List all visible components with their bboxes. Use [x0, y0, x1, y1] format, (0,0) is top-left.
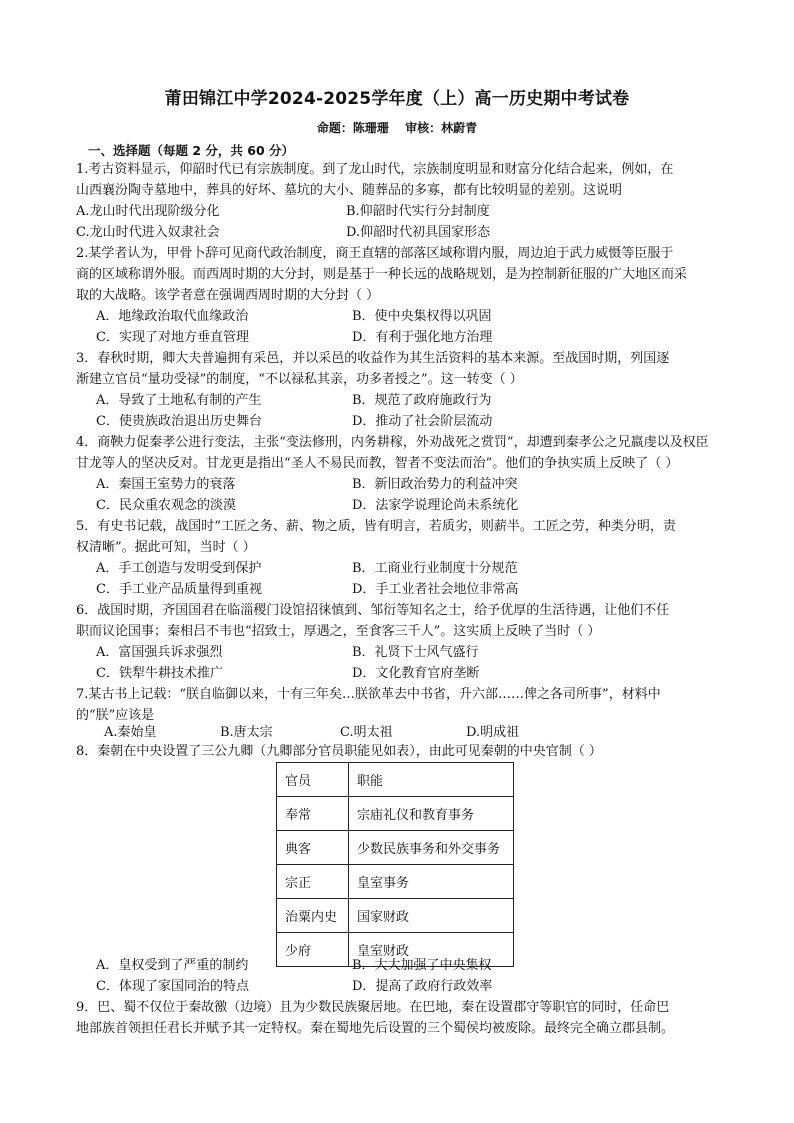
question-3-line-1: 3．春秋时期，卿大夫普遍拥有采邑，并以采邑的收益作为其生活资料的基本来源。至战国时期，列国逐 — [76, 351, 670, 366]
section-heading: 一、选择题（每题 2 分，共 60 分） — [88, 143, 295, 158]
question-7-option-d: D.明成祖 — [466, 725, 520, 740]
question-2-option-b: B．使中央集权得以巩固 — [352, 309, 492, 324]
question-1-option-c: C.龙山时代进入奴隶社会 — [76, 225, 220, 240]
question-5-option-a: A．手工创造与发明受到保护 — [96, 561, 262, 576]
question-4-line-2: 甘龙等人的坚决反对。甘龙更是指出“圣人不易民而教，智者不变法而治”。他们的争执实质上反映了（ ） — [76, 456, 679, 471]
question-8-option-c: C．体现了家国同治的特点 — [96, 979, 249, 994]
table-row — [277, 797, 514, 831]
question-4-option-d: D．法家学说理论尚未系统化 — [352, 498, 519, 513]
table-row — [277, 831, 514, 865]
table-cell: 宗庙礼仪和教育事务 — [349, 797, 514, 831]
question-2-option-a: A．地缘政治取代血缘政治 — [96, 309, 249, 324]
question-5-line-1: 5．有史书记载，战国时“工匠之务、薪、物之质，皆有明言，若质劣，则薪半。工匠之劳，种类分明，责 — [76, 519, 676, 534]
question-6-line-1: 6．战国时期，齐国国君在临淄稷门设馆招徕慎到、邹衍等知名之士，给予优厚的生活待遇，让他们不任 — [76, 603, 670, 618]
question-1-option-b: B.仰韶时代实行分封制度 — [346, 204, 490, 219]
question-8-option-b: B．大大加强了中央集权 — [352, 958, 492, 973]
author-line — [0, 119, 794, 136]
question-7-line-2: 的“朕”应该是 — [76, 708, 155, 723]
question-8-line-1: 8．秦朝在中央设置了三公九卿（九卿部分官员职能见如表），由此可见秦朝的中央官制（ ） — [76, 744, 602, 759]
question-1-line-1: 1.考古资料显示，仰韶时代已有宗族制度。到了龙山时代，宗族制度明显和财富分化结合起来，例如，在 — [76, 162, 674, 177]
question-3-option-b: B．规范了政府施政行为 — [352, 393, 492, 408]
question-3-line-2: 渐建立官员“量功受禄”的制度，“不以禄私其亲，功多者授之”。这一转变（ ） — [76, 372, 523, 387]
question-8-option-d: D．提高了政府行政效率 — [352, 979, 493, 994]
question-6-option-c: C．铁犁牛耕技术推广 — [96, 666, 223, 681]
question-6-option-b: B．礼贤下士风气盛行 — [352, 645, 479, 660]
table-header-row — [277, 763, 514, 797]
question-1-option-a: A.龙山时代出现阶级分化 — [76, 204, 220, 219]
question-5-line-2: 权清晰”。据此可知，当时（ ） — [76, 540, 256, 555]
question-6-option-d: D．文化教育官府垄断 — [352, 666, 480, 681]
table-cell: 少数民族事务和外交事务 — [349, 831, 514, 865]
question-4-option-c: C．民众重农观念的淡漠 — [96, 498, 236, 513]
question-7-option-a: A.秦始皇 — [104, 725, 157, 740]
question-5-option-b: B．工商业行业制度十分规范 — [352, 561, 518, 576]
question-8-option-a: A．皇权受到了严重的制约 — [96, 958, 249, 973]
table-cell: 皇室事务 — [349, 865, 514, 899]
question-1-line-2: 山西襄汾陶寺墓地中，葬具的好坏、墓坑的大小、随葬品的多寡，都有比较明显的差别。这说明 — [76, 183, 623, 198]
question-7-option-b: B.唐太宗 — [220, 725, 273, 740]
question-7-option-c: C.明太祖 — [340, 725, 393, 740]
table-cell: 奉常 — [277, 797, 349, 831]
question-7-line-1: 7.某古书上记载：“朕自临御以来，十有三年矣…朕欲革去中书省，升六部……俾之各司所事”，材料中 — [76, 687, 661, 702]
table-cell: 典客 — [277, 831, 349, 865]
question-5-option-c: C．手工业产品质量得到重视 — [96, 582, 262, 597]
setter-name: 命题：陈珊珊 — [316, 121, 389, 135]
table-cell: 国家财政 — [349, 899, 514, 933]
table-header-cell: 职能 — [349, 763, 514, 797]
table-cell: 宗正 — [277, 865, 349, 899]
exam-title: 莆田锦江中学2024-2025学年度（上）高一历史期中考试卷 — [164, 89, 630, 109]
question-4-option-b: B．新旧政治势力的利益冲突 — [352, 477, 518, 492]
question-1-option-d: D.仰韶时代初具国家形态 — [346, 225, 491, 240]
table-row — [277, 865, 514, 899]
officials-table — [276, 762, 514, 967]
question-2-line-2: 商的区域称谓外服。而西周时期的大分封，则是基于一种长远的战略规划，是为控制新征服的广大地区而采 — [76, 267, 688, 282]
question-4-line-1: 4．商鞅力促秦孝公进行变法，主张“变法修刑，内务耕稼，外劝战死之赏罚”，却遭到秦孝公之兄嬴虔以及权臣 — [76, 435, 709, 450]
question-2-option-c: C．实现了对地方垂直管理 — [96, 330, 249, 345]
table-cell: 治粟内史 — [277, 899, 349, 933]
reviewer-name: 审核：林蔚青 — [405, 121, 478, 135]
question-5-option-d: D．手工业者社会地位非常高 — [352, 582, 519, 597]
question-3-option-a: A．导致了土地私有制的产生 — [96, 393, 262, 408]
question-4-option-a: A．秦国王室势力的衰落 — [96, 477, 236, 492]
question-9-line-2: 地部族首领担任君长并赋予其一定特权。秦在蜀地先后设置的三个蜀侯均被废除。最终完全确立郡县制。 — [76, 1021, 675, 1036]
question-3-option-d: D．推动了社会阶层流动 — [352, 414, 493, 429]
question-9-line-1: 9．巴、蜀不仅位于秦故徼（边境）且为少数民族聚居地。在巴地，秦在设置郡守等职官的同时，任命巴 — [76, 1000, 670, 1015]
question-6-option-a: A．富国强兵诉求强烈 — [96, 645, 223, 660]
question-2-option-d: D．有利于强化地方治理 — [352, 330, 493, 345]
question-2-line-1: 2.某学者认为，甲骨卜辞可见商代政治制度，商王直辖的部落区域称谓内服，周边迫于武力威慑等臣服于 — [76, 246, 674, 261]
table-header-cell: 官员 — [277, 763, 349, 797]
question-2-line-3: 取的大战略。该学者意在强调西周时期的大分封（ ） — [76, 288, 380, 303]
question-3-option-c: C．使贵族政治退出历史舞台 — [96, 414, 262, 429]
table-cell: 少府 — [277, 933, 349, 967]
table-row — [277, 899, 514, 933]
table-cell: 皇室财政 — [349, 933, 514, 967]
question-6-line-2: 职而议论国事；秦相吕不韦也“招致士，厚遇之，至食客三千人”。这实质上反映了当时（ ） — [76, 624, 601, 639]
